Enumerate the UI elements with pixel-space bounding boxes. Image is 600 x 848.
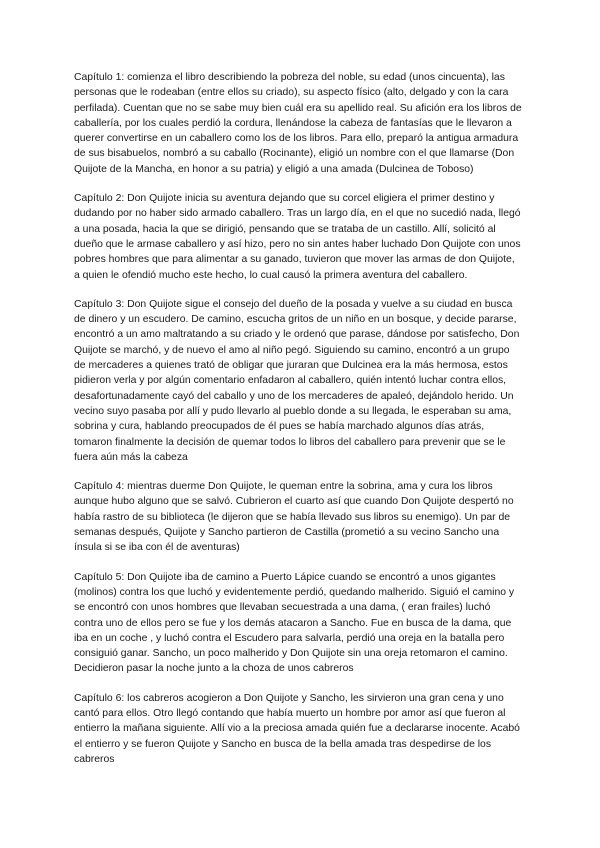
paragraph-chapter-2: Capítulo 2: Don Quijote inicia su aventura dejando que su corcel eligiera el primer destino y dudando por no haber sido armado caballero. Tras un largo día, en el que no sucedió nada, llegó a una posada, hacia la que se dirigió, pensando que se trataba de un castillo. Allí, solicitó al dueño que le armase caballero y así hizo, pero no sin antes haber luchado Don Quijote con unos pobres hombres que para alimentar a su ganado, tuvieron que mover las armas de don Quijote, a quien le ofendió mucho este hecho, lo cual causó la primera aventura del caballero. [74,193,521,281]
paragraph-chapter-1: Capítulo 1: comienza el libro describiendo la pobreza del noble, su edad (unos cincuenta), las personas que le rodeaban (entre ellos su criado), su aspecto físico (alto, delgado y con la cara perfilada). Cuentan que no se sabe muy bien cuál era su apellido real. Su afición era los libros de caballería, por los cuales perdió la cordura, llenándose la cabeza de fantasías que le llevaron a querer convertirse en un caballero como los de los libros. Para ello, preparó la antigua armadura de sus bisabuelos, nombró a su caballo (Rocinante), eligió un nombre con el que llamarse (Don Quijote de la Mancha, en honor a su patria) y eligió a una amada (Dulcinea de Toboso) [74,72,522,175]
paragraph-chapter-3: Capítulo 3: Don Quijote sigue el consejo del dueño de la posada y vuelve a su ciudad en busca de dinero y un escudero. De camino, escucha gritos de un niño en un bosque, y decide pararse, encontró a un amo maltratando a su criado y le ordenó que parase, dándose por satisfecho, Don Quijote se marchó, y de nuevo el amo al niño pegó. Siguiendo su camino, encontró a un grupo de mercaderes a quienes trató de obligar que juraran que Dulcinea era la más hermosa, estos pidieron verla y por algún comentario enfadaron al caballero, quién intentó luchar contra ellos, desafortunadamente cayó del caballo y uno de los mercaderes de apaleó, dejándolo herido. Un vecino suyo pasaba por allí y pudo llevarlo al pueblo donde a su llegada, le esperaban su ama, sobrina y cura, hablando preocupados de él pues se había marchado algunos días atrás, tomaron finalmente la decisión de quemar todos lo libros del caballero para prevenir que se le fuera aún más la cabeza [74,298,520,463]
paragraph-chapter-5: Capítulo 5: Don Quijote iba de camino a Puerto Lápice cuando se encontró a unos gigantes (molinos) contra los que luchó y evidentemente perdió, quedando malherido. Siguió el camino y se encontró con unos hombres que llevaban secuestrada a una dama, ( eran frailes) luchó contra uno de ellos pero se fue y los demás atacaron a Sancho. Fue en busca de la dama, que iba en un coche , y luchó contra el Escudero para salvarla, perdió una oreja en la batalla pero consiguió ganar. Sancho, un poco malherido y Don Quijote sin una oreja retomaron el camino. Decidieron pasar la noche junto a la choza de unos cabreros [74,571,515,675]
paragraph-chapter-4: Capítulo 4: mientras duerme Don Quijote, le queman entre la sobrina, ama y cura los libros aunque hubo alguno que se salvó. Cubrieron el cuarto así que cuando Don Quijote despertó no había rastro de su biblioteca (le dijeron que se había llevado sus libros su enemigo). Un par de semanas después, Quijote y Sancho partieron de Castilla (prometió a su vecino Sancho una ínsula si se iba con él de aventuras) [74,481,514,554]
document-page [74,70,522,781]
paragraph-chapter-6: Capítulo 6: los cabreros acogieron a Don Quijote y Sancho, les sirvieron una gran cena y uno cantó para ellos. Otro llegó contando que había muerto un hombre por amor así que fueron al entierro la mañana siguiente. Allí vio a la preciosa amada quién fue a declararse inocente. Acabó el entierro y se fueron Quijote y Sancho en busca de la bella amada tras despedirse de los cabreros [74,692,520,765]
